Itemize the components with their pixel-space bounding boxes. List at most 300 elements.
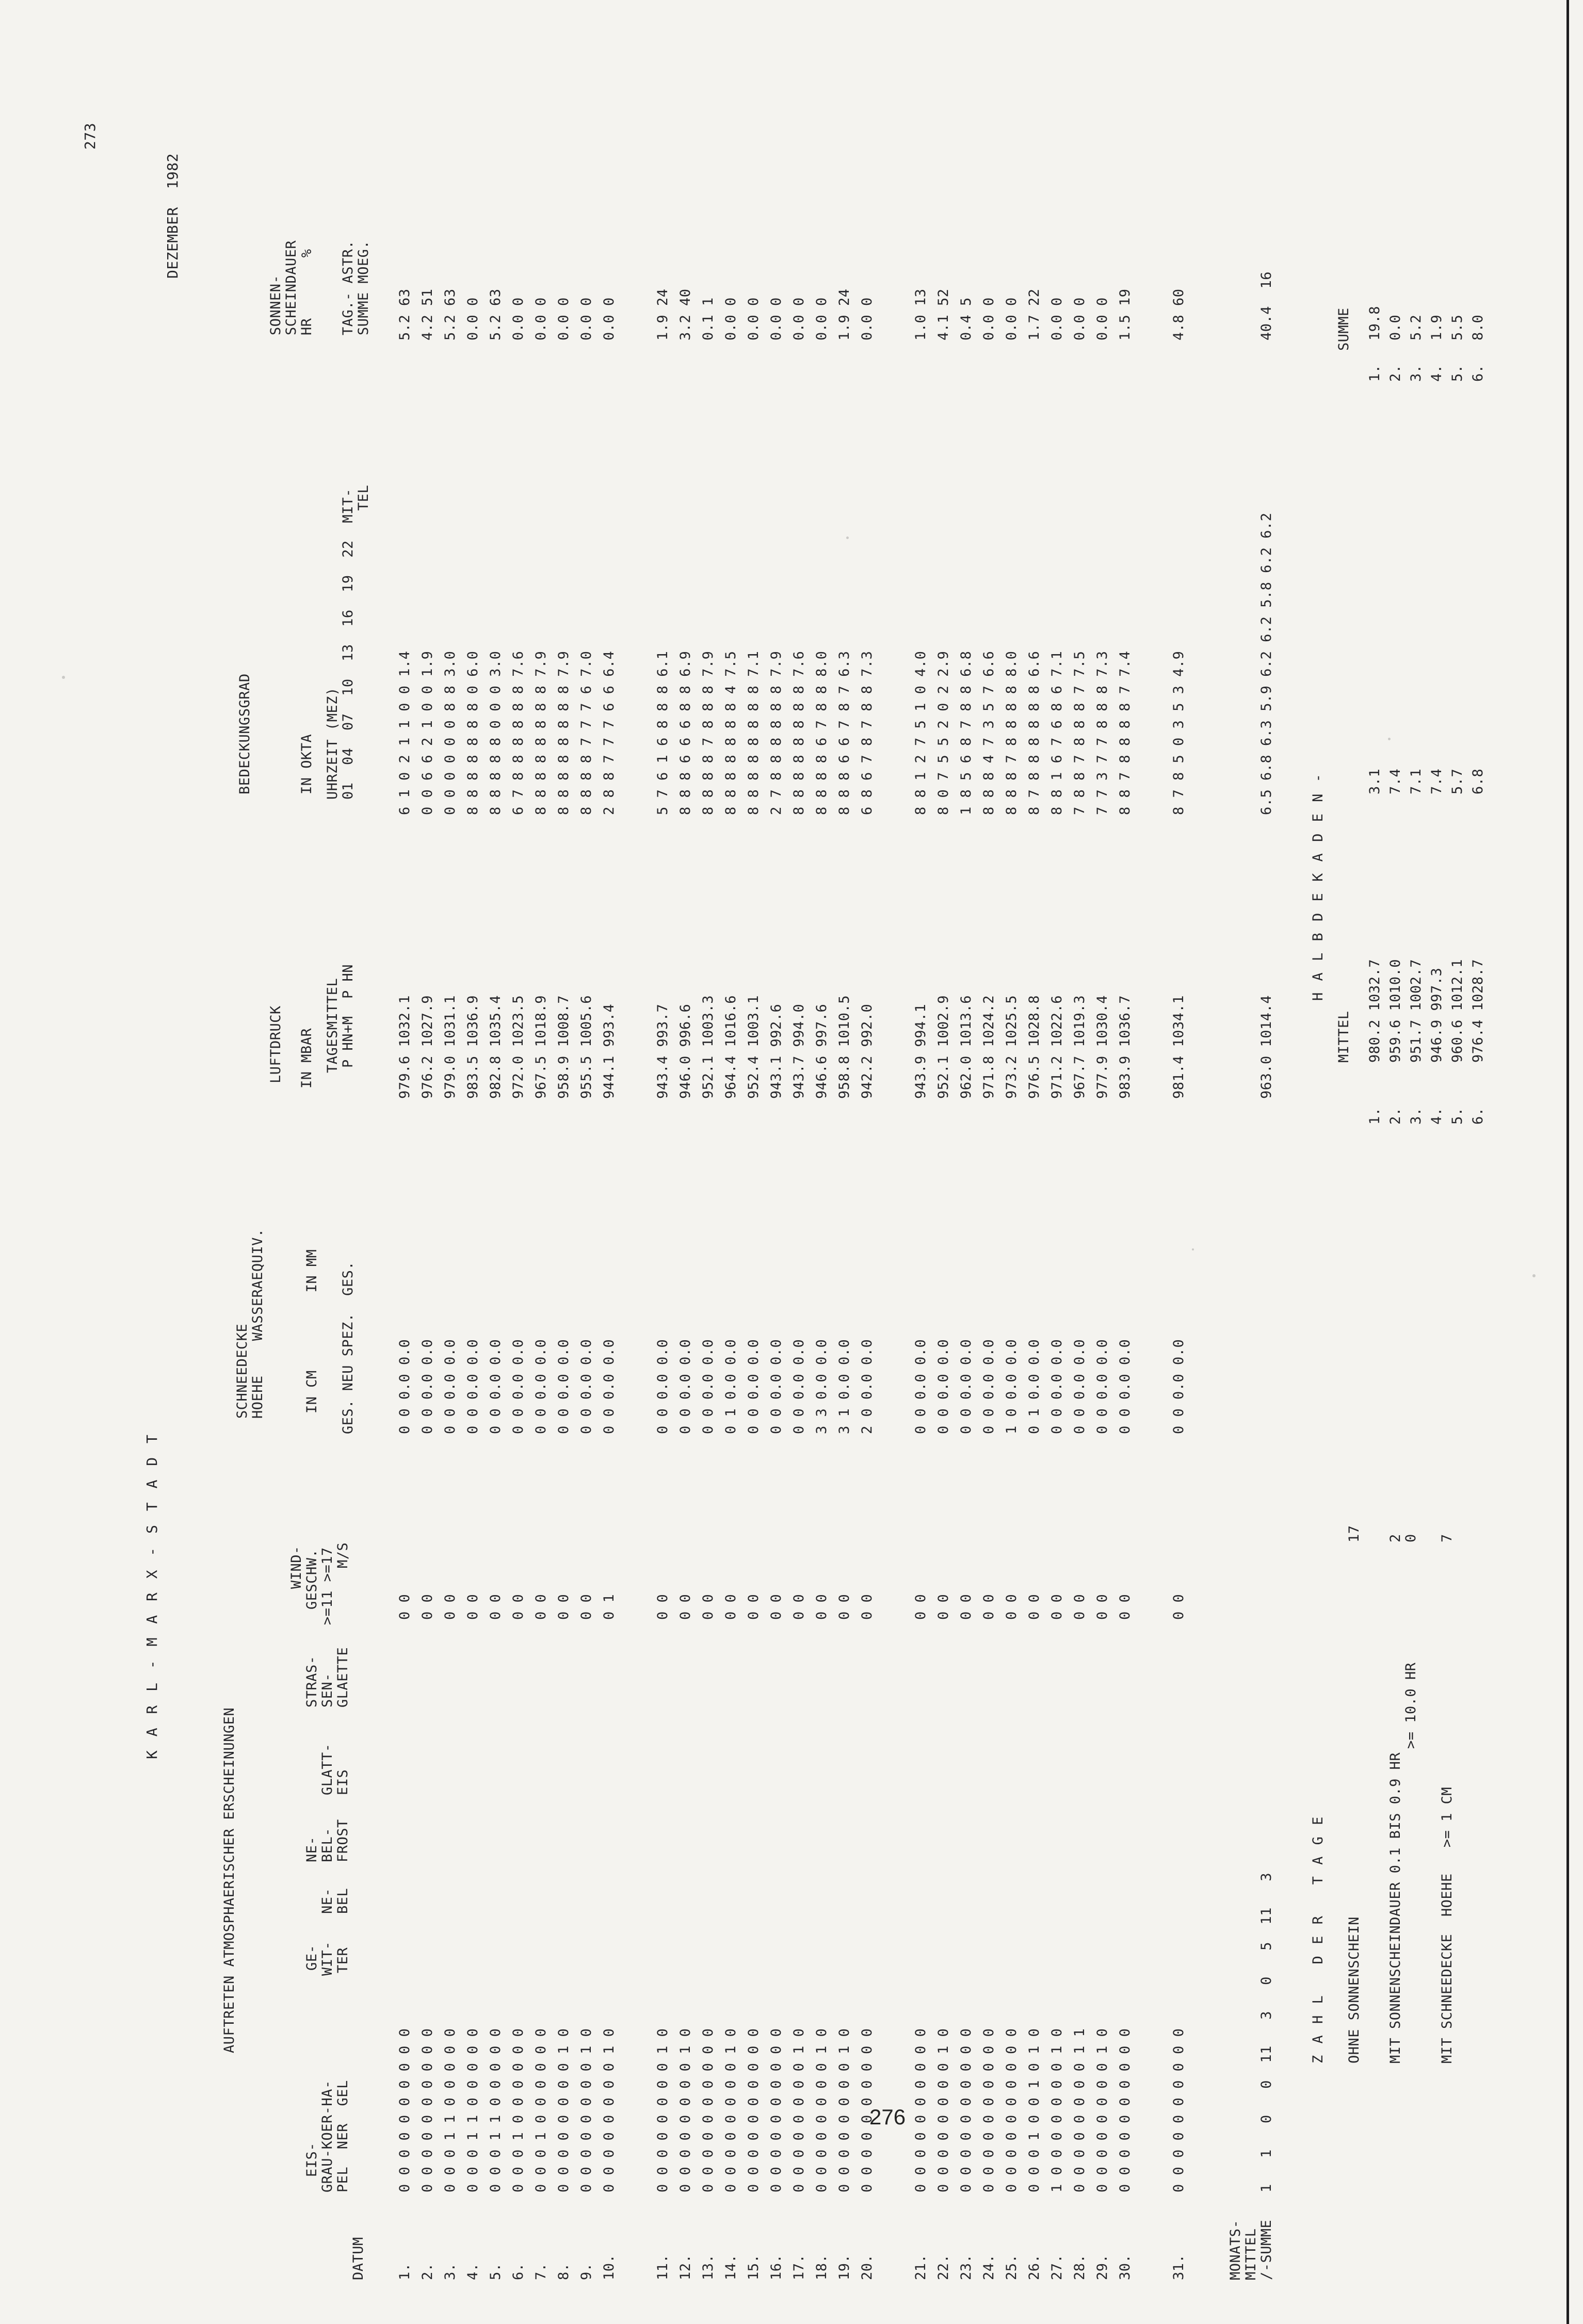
row-cloud: 8 8 8 8 8 8 8 8 7.9: [556, 651, 572, 815]
header-phenomena: AUFTRETEN ATMOSPHAERISCHER ERSCHEINUNGEN: [221, 1707, 237, 2053]
row-pressure: 967.5 1018.9: [533, 995, 549, 1099]
row-phenomena: 0 0 0 0 0 0 0 0 0 0: [981, 2028, 997, 2192]
header-snow2: HOEHE WASSERAEQUIV.: [250, 1228, 266, 1419]
row-phenomena: 0 0 0 0 0 0 0 0 1 0: [578, 2028, 594, 2192]
row-snow: 0 0 0.0 0.0: [1117, 1339, 1133, 1434]
header-cloud1: BEDECKUNGSGRAD: [237, 673, 253, 794]
header-sun4: TAG.- ASTR.: [340, 240, 356, 335]
halb-index: 1.: [1367, 1107, 1383, 1125]
row-cloud: 7 7 3 7 7 8 8 8 7.3: [1094, 651, 1110, 815]
row-pressure: 971.8 1024.2: [981, 995, 997, 1099]
row-wind: 0 0: [814, 1594, 830, 1620]
halb-mittel: MITTEL: [1336, 1011, 1352, 1063]
row-snow: 0 0 0.0 0.0: [488, 1339, 504, 1434]
zahl-mit-sonne: MIT SONNENSCHEINDAUER 0.1 BIS 0.9 HR: [1387, 1752, 1403, 2063]
row-pressure: 981.4 1034.1: [1171, 995, 1187, 1099]
row-date: 29.: [1094, 2254, 1110, 2280]
row-date: 10.: [601, 2254, 617, 2280]
row-snow: 0 0 0.0 0.0: [510, 1339, 526, 1434]
row-phenomena: 0 0 0 0 0 0 0 0 0 0: [1171, 2028, 1187, 2192]
header-press3: TAGESMITTEL: [325, 978, 341, 1073]
halb-index-2: 2.: [1387, 364, 1403, 382]
row-sun: 5.2 63: [442, 288, 458, 340]
row-sun: 3.2 40: [677, 288, 693, 340]
row-wind: 0 0: [1049, 1594, 1065, 1620]
row-date: 31.: [1171, 2254, 1187, 2280]
row-wind: 0 1: [601, 1594, 617, 1620]
row-cloud: 0 0 6 6 2 1 0 0 1.9: [419, 651, 435, 815]
row-cloud: 8 8 1 6 7 6 8 6 7.1: [1049, 651, 1065, 815]
row-cloud: 1 8 5 6 8 7 8 8 6.8: [958, 651, 974, 815]
row-sun: 1.5 19: [1117, 288, 1133, 340]
row-wind: 0 0: [723, 1594, 739, 1620]
header-ne1: NE-: [319, 1888, 335, 1914]
header-frost: FROST: [335, 1819, 351, 1862]
row-snow: 0 1 0.0 0.0: [723, 1339, 739, 1434]
row-date: 22.: [935, 2254, 951, 2280]
row-wind: 0 0: [1094, 1594, 1110, 1620]
row-date: 9.: [578, 2263, 594, 2280]
row-cloud: 6 8 6 7 8 7 8 8 7.3: [859, 651, 875, 815]
row-date: 8.: [556, 2263, 572, 2280]
row-phenomena: 0 0 0 0 0 0 0 0 1 0: [1094, 2028, 1110, 2192]
row-snow: 0 0 0.0 0.0: [1072, 1339, 1088, 1434]
row-wind: 0 0: [510, 1594, 526, 1620]
row-pressure: 946.6 997.6: [814, 1003, 830, 1099]
row-snow: 0 0 0.0 0.0: [578, 1339, 594, 1434]
row-date: 21.: [913, 2254, 929, 2280]
row-date: 30.: [1117, 2254, 1133, 2280]
row-sun: 0.0 0: [981, 297, 997, 340]
row-snow: 0 0 0.0 0.0: [419, 1339, 435, 1434]
summary-phenomena: 1 1 0 0 11 3 0 5 11 3: [1258, 1873, 1274, 2192]
header-sun1: SONNEN-: [268, 274, 284, 335]
row-date: 25.: [1004, 2254, 1020, 2280]
row-sun: 0.0 0: [1072, 297, 1088, 340]
row-phenomena: 0 0 0 1 0 0 0 0 0 0: [510, 2028, 526, 2192]
row-phenomena: 0 0 0 0 0 0 0 0 0 0: [1117, 2028, 1133, 2192]
halb-pressure: 959.6 1010.0: [1387, 958, 1403, 1063]
row-snow: 0 0 0.0 0.0: [1049, 1339, 1065, 1434]
row-pressure: 972.0 1023.5: [510, 995, 526, 1099]
row-cloud: 8 8 8 8 8 8 8 8 7.6: [791, 651, 807, 815]
row-date: 4.: [465, 2263, 481, 2280]
halb-index: 6.: [1470, 1107, 1486, 1125]
row-phenomena: 0 0 0 0 0 0 0 0 1 0: [935, 2028, 951, 2192]
row-sun: 0.0 0: [556, 297, 572, 340]
row-phenomena: 0 0 0 0 0 0 0 0 0 0: [397, 2028, 413, 2192]
scan-speck: [1388, 738, 1391, 740]
row-snow: 0 0 0.0 0.0: [465, 1339, 481, 1434]
halb-index-2: 4.: [1429, 364, 1445, 382]
zahl-mit-sonne-value: 2: [1387, 1534, 1403, 1542]
row-wind: 0 0: [1171, 1594, 1187, 1620]
row-wind: 0 0: [1026, 1594, 1042, 1620]
row-date: 17.: [791, 2254, 807, 2280]
row-wind: 0 0: [935, 1594, 951, 1620]
row-pressure: 944.1 993.4: [601, 1003, 617, 1099]
row-phenomena: 0 0 0 0 0 0 0 0 0 0: [958, 2028, 974, 2192]
zahl-ohne-value: 17: [1346, 1525, 1362, 1542]
row-wind: 0 0: [442, 1594, 458, 1620]
row-sun: 5.2 63: [488, 288, 504, 340]
row-cloud: 8 8 8 8 7 7 7 6 7.0: [578, 651, 594, 815]
row-date: 3.: [442, 2263, 458, 2280]
row-phenomena: 0 0 0 0 0 0 0 0 0 0: [746, 2028, 762, 2192]
row-cloud: 8 8 8 8 7 8 8 8 7.9: [700, 651, 716, 815]
row-cloud: 6 1 0 2 1 1 0 0 1.4: [397, 651, 413, 815]
row-cloud: 8 8 8 8 8 8 8 8 7.1: [746, 651, 762, 815]
row-cloud: 6 7 8 8 8 8 8 8 7.6: [510, 651, 526, 815]
header-ge: GE-: [304, 1944, 320, 1971]
row-snow: 0 0 0.0 0.0: [913, 1339, 929, 1434]
header-cloud3: UHRZEIT (MEZ): [325, 687, 341, 800]
halb-pressure: 951.7 1002.7: [1408, 958, 1424, 1063]
row-sun: 0.4 5: [958, 297, 974, 340]
row-pressure: 976.5 1028.8: [1026, 995, 1042, 1099]
row-sun: 0.0 0: [1049, 297, 1065, 340]
halb-index: 2.: [1387, 1107, 1403, 1125]
row-wind: 0 0: [1004, 1594, 1020, 1620]
header-sun2: SCHEINDAUER: [283, 240, 299, 335]
row-pressure: 982.8 1035.4: [488, 995, 504, 1099]
halb-cloud: 6.8: [1470, 768, 1486, 794]
row-phenomena: 0 0 0 0 0 0 0 0 1 0: [677, 2028, 693, 2192]
row-phenomena: 0 0 0 0 0 0 0 0 1 0: [814, 2028, 830, 2192]
row-sun: 4.1 52: [935, 288, 951, 340]
row-wind: 0 0: [419, 1594, 435, 1620]
row-phenomena: 0 0 0 0 0 0 0 0 1 0: [655, 2028, 671, 2192]
row-pressure: 943.4 993.7: [655, 1003, 671, 1099]
halb-index: 4.: [1429, 1107, 1445, 1125]
row-phenomena: 0 0 0 1 0 0 0 0 0 0: [533, 2028, 549, 2192]
row-pressure: 943.7 994.0: [791, 1003, 807, 1099]
header-sen: SEN-: [319, 1672, 335, 1708]
halb-index: 5.: [1449, 1107, 1465, 1125]
row-phenomena: 0 0 0 0 0 0 0 0 1 0: [836, 2028, 852, 2192]
row-snow: 0 0 0.0 0.0: [397, 1339, 413, 1434]
halb-pressure: 946.9 997.3: [1429, 967, 1445, 1063]
row-pressure: 977.9 1030.4: [1094, 995, 1110, 1099]
header-cloud2: IN OKTA: [299, 734, 315, 794]
row-date: 16.: [768, 2254, 784, 2280]
header-eis2: EIS: [335, 1769, 351, 1795]
row-phenomena: 0 0 0 0 0 0 0 0 0 0: [1004, 2028, 1020, 2192]
row-phenomena: 0 0 0 1 1 0 0 0 0 0: [488, 2028, 504, 2192]
row-snow: 0 0 0.0 0.0: [791, 1339, 807, 1434]
header-wit: WIT-: [319, 1941, 335, 1976]
row-snow: 0 0 0.0 0.0: [746, 1339, 762, 1434]
row-date: 19.: [836, 2254, 852, 2280]
row-wind: 0 0: [1072, 1594, 1088, 1620]
halb-cloud: 7.4: [1387, 768, 1403, 794]
row-wind: 0 0: [488, 1594, 504, 1620]
row-date: 6.: [510, 2263, 526, 2280]
row-snow: 3 1 0.0 0.0: [836, 1339, 852, 1434]
row-pressure: 983.9 1036.7: [1117, 995, 1133, 1099]
halb-pressure: 976.4 1028.7: [1470, 958, 1486, 1063]
halb-sun-sum: 1.9: [1429, 314, 1445, 340]
zahl-ohne: OHNE SONNENSCHEIN: [1346, 1916, 1362, 2063]
row-snow: 3 3 0.0 0.0: [814, 1339, 830, 1434]
row-date: 13.: [700, 2254, 716, 2280]
row-sun: 0.0 0: [1094, 297, 1110, 340]
halb-cloud: 3.1: [1367, 768, 1383, 794]
row-snow: 0 0 0.0 0.0: [533, 1339, 549, 1434]
header-snow1: SCHNEEDECKE: [234, 1323, 250, 1419]
row-phenomena: 0 0 0 0 0 0 0 0 1 0: [723, 2028, 739, 2192]
header-press4: P HN+M P HN: [340, 964, 356, 1068]
row-snow: 0 0 0.0 0.0: [601, 1339, 617, 1434]
row-phenomena: 0 0 0 0 0 0 0 0 0 0: [859, 2028, 875, 2192]
row-cloud: 8 8 8 8 8 0 0 0 3.0: [488, 651, 504, 815]
row-sun: 4.2 51: [419, 288, 435, 340]
row-phenomena: 0 0 0 1 1 0 0 0 0 0: [442, 2028, 458, 2192]
row-sun: 0.0 0: [1004, 297, 1020, 340]
header-wind3: >=11 >=17: [319, 1547, 335, 1625]
row-cloud: 8 8 8 8 6 7 8 8 8.0: [814, 651, 830, 815]
row-sun: 0.0 0: [510, 297, 526, 340]
halb-index-2: 5.: [1449, 364, 1465, 382]
zahl-title: Z A H L D E R T A G E: [1310, 1815, 1326, 2063]
row-snow: 2 0 0.0 0.0: [859, 1339, 875, 1434]
row-cloud: 8 8 8 6 6 7 8 7 6.3: [836, 651, 852, 815]
halb-sun-sum: 5.2: [1408, 314, 1424, 340]
row-snow: 0 0 0.0 0.0: [958, 1339, 974, 1434]
page-edge-line: [1566, 0, 1569, 2324]
row-sun: 1.0 13: [913, 288, 929, 340]
row-pressure: 943.1 992.6: [768, 1003, 784, 1099]
row-phenomena: 0 0 0 0 0 0 0 0 0 0: [913, 2028, 929, 2192]
row-cloud: 8 8 8 6 6 6 8 8 6.9: [677, 651, 693, 815]
row-sun: 0.0 0: [746, 297, 762, 340]
row-sun: 4.8 60: [1171, 288, 1187, 340]
halb-summe: SUMME: [1336, 307, 1352, 351]
row-phenomena: 0 0 0 0 0 0 0 0 0 0: [768, 2028, 784, 2192]
rotated-table: [15, 21, 1512, 2290]
row-cloud: 8 8 7 8 8 8 8 7 7.4: [1117, 651, 1133, 815]
month-title: DEZEMBER 1982: [164, 153, 181, 279]
row-sun: 0.0 0: [791, 297, 807, 340]
header-glatt: GLATT-: [319, 1743, 335, 1795]
header-graupel: GRAU-KOER-HA-: [319, 2080, 335, 2192]
row-sun: 0.0 0: [578, 297, 594, 340]
row-sun: 0.0 0: [723, 297, 739, 340]
header-ter: TER: [335, 1947, 351, 1973]
row-phenomena: 0 0 0 0 0 0 0 0 0 0: [700, 2028, 716, 2192]
row-sun: 0.0 0: [533, 297, 549, 340]
row-pressure: 964.4 1016.6: [723, 995, 739, 1099]
row-wind: 0 0: [958, 1594, 974, 1620]
row-pressure: 976.2 1027.9: [419, 995, 435, 1099]
scan-speck: [846, 537, 849, 539]
zahl-mit-sonne-2: >= 10.0 HR: [1403, 1662, 1419, 1749]
row-phenomena: 0 0 0 0 0 0 0 0 1 0: [556, 2028, 572, 2192]
scan-speck: [1532, 1274, 1536, 1277]
row-wind: 0 0: [465, 1594, 481, 1620]
halb-sun-sum: 0.0: [1387, 314, 1403, 340]
row-pressure: 983.5 1036.9: [465, 995, 481, 1099]
header-stras: STRAS-: [304, 1655, 320, 1708]
row-snow: 0 0 0.0 0.0: [556, 1339, 572, 1434]
row-wind: 0 0: [655, 1594, 671, 1620]
row-sun: 1.9 24: [836, 288, 852, 340]
header-glaette: GLAETTE: [335, 1647, 351, 1708]
row-pressure: 955.5 1005.6: [578, 995, 594, 1099]
row-snow: 0 0 0.0 0.0: [1094, 1339, 1110, 1434]
header-press2: IN MBAR: [299, 1028, 315, 1088]
row-pressure: 943.9 994.1: [913, 1003, 929, 1099]
row-date: 18.: [814, 2254, 830, 2280]
row-date: 24.: [981, 2254, 997, 2280]
row-pressure: 979.0 1031.1: [442, 995, 458, 1099]
halb-cloud: 7.4: [1429, 768, 1445, 794]
row-pressure: 973.2 1025.5: [1004, 995, 1020, 1099]
halb-cloud: 5.7: [1449, 768, 1465, 794]
row-date: 14.: [723, 2254, 739, 2280]
row-wind: 0 0: [700, 1594, 716, 1620]
row-wind: 0 0: [677, 1594, 693, 1620]
row-cloud: 8 0 7 5 5 2 0 2 2.9: [935, 651, 951, 815]
halb-pressure: 960.6 1012.1: [1449, 958, 1465, 1063]
row-snow: 0 0 0.0 0.0: [981, 1339, 997, 1434]
row-phenomena: 0 0 0 0 0 0 0 0 0 0: [419, 2028, 435, 2192]
row-sun: 1.9 24: [655, 288, 671, 340]
row-pressure: 962.0 1013.6: [958, 995, 974, 1099]
row-snow: 0 1 0.0 0.0: [1026, 1339, 1042, 1434]
halb-pressure: 980.2 1032.7: [1367, 958, 1383, 1063]
row-cloud: 8 8 8 8 8 8 8 0 6.0: [465, 651, 481, 815]
page-number-top: 273: [82, 122, 99, 150]
row-snow: 0 0 0.0 0.0: [655, 1339, 671, 1434]
row-wind: 0 0: [981, 1594, 997, 1620]
row-snow: 0 0 0.0 0.0: [442, 1339, 458, 1434]
header-wind1: WIND-: [288, 1546, 304, 1589]
header-press1: LUFTDRUCK: [268, 1005, 284, 1083]
row-cloud: 8 8 8 4 7 3 5 7 6.6: [981, 651, 997, 815]
row-snow: 0 0 0.0 0.0: [768, 1339, 784, 1434]
row-phenomena: 0 0 0 0 0 0 0 0 1 0: [601, 2028, 617, 2192]
halb-index-2: 3.: [1408, 364, 1424, 382]
row-pressure: 971.2 1022.6: [1049, 995, 1065, 1099]
row-wind: 0 0: [913, 1594, 929, 1620]
zahl-mit-schnee: MIT SCHNEEDECKE HOEHE >= 1 CM: [1439, 1786, 1455, 2063]
row-wind: 0 0: [578, 1594, 594, 1620]
row-snow: 0 0 0.0 0.0: [935, 1339, 951, 1434]
summary-sun: 40.4 16: [1258, 271, 1274, 340]
row-snow: 0 0 0.0 0.0: [1171, 1339, 1187, 1434]
row-sun: 1.7 22: [1026, 288, 1042, 340]
header-wind2: GESCHW.: [304, 1549, 320, 1610]
header-pel: PEL NER GEL: [335, 2080, 351, 2192]
row-cloud: 2 8 8 7 7 7 6 6 6.4: [601, 651, 617, 815]
zahl-mit-sonne-2-value: 0: [1403, 1534, 1419, 1542]
row-date: 27.: [1049, 2254, 1065, 2280]
row-cloud: 7 8 8 7 8 8 8 7 7.5: [1072, 651, 1088, 815]
row-cloud: 8 8 8 8 8 8 8 4 7.5: [723, 651, 739, 815]
row-wind: 0 0: [1117, 1594, 1133, 1620]
row-phenomena: 0 0 0 1 1 0 0 0 0 0: [465, 2028, 481, 2192]
row-cloud: 2 7 8 8 8 8 8 8 7.9: [768, 651, 784, 815]
row-sun: 0.0 0: [768, 297, 784, 340]
header-bel: BEL: [335, 1888, 351, 1914]
halb-sun-sum: 8.0: [1470, 314, 1486, 340]
row-snow: 1 0 0.0 0.0: [1004, 1339, 1020, 1434]
row-cloud: 5 7 6 1 6 8 8 8 6.1: [655, 651, 671, 815]
row-date: 7.: [533, 2263, 549, 2280]
halb-sun-sum: 19.8: [1367, 305, 1383, 340]
row-phenomena: 1 0 0 0 0 0 0 0 1 0: [1049, 2028, 1065, 2192]
row-sun: 0.0 0: [814, 297, 830, 340]
row-pressure: 952.1 1003.3: [700, 995, 716, 1099]
row-cloud: 8 8 1 2 7 5 1 0 4.0: [913, 651, 929, 815]
row-wind: 0 0: [836, 1594, 852, 1620]
header-sun5: SUMME MOEG.: [356, 240, 371, 335]
row-date: 23.: [958, 2254, 974, 2280]
halb-sun-sum: 5.5: [1449, 314, 1465, 340]
row-snow: 0 0 0.0 0.0: [677, 1339, 693, 1434]
row-pressure: 942.2 992.0: [859, 1003, 875, 1099]
row-wind: 0 0: [397, 1594, 413, 1620]
row-date: 12.: [677, 2254, 693, 2280]
halb-cloud: 7.1: [1408, 768, 1424, 794]
row-pressure: 979.6 1032.1: [397, 995, 413, 1099]
row-snow: 0 0 0.0 0.0: [700, 1339, 716, 1434]
row-pressure: 967.7 1019.3: [1072, 995, 1088, 1099]
row-wind: 0 0: [556, 1594, 572, 1620]
row-wind: 0 0: [859, 1594, 875, 1620]
row-pressure: 958.9 1008.7: [556, 995, 572, 1099]
summary-cloud: 6.5 6.8 6.3 5.9 6.2 6.2 5.8 6.2 6.2: [1258, 512, 1274, 815]
row-date: 15.: [746, 2254, 762, 2280]
row-sun: 0.1 1: [700, 297, 716, 340]
halb-title: H A L B D E K A D E N -: [1310, 772, 1326, 1001]
row-date: 11.: [655, 2254, 671, 2280]
row-pressure: 952.4 1003.1: [746, 995, 762, 1099]
scan-speck: [62, 676, 65, 679]
row-pressure: 946.0 996.6: [677, 1003, 693, 1099]
header-sun3: HR %: [299, 249, 315, 335]
header-snow3: IN CM IN MM: [304, 1249, 320, 1413]
row-cloud: 8 8 8 8 8 8 8 8 7.9: [533, 651, 549, 815]
row-wind: 0 0: [791, 1594, 807, 1620]
row-date: 1.: [397, 2263, 413, 2280]
header-datum: DATUM: [350, 2237, 366, 2280]
header-cloud4: 01 04 07 10 13 16 19 22 MIT-: [340, 488, 356, 800]
zahl-mit-schnee-value: 7: [1439, 1534, 1455, 1542]
halb-index-2: 1.: [1367, 364, 1383, 382]
row-pressure: 952.1 1002.9: [935, 995, 951, 1099]
row-phenomena: 0 0 0 0 0 0 0 0 1 0: [791, 2028, 807, 2192]
row-cloud: 0 0 0 0 0 0 8 8 3.0: [442, 651, 458, 815]
header-snow4: GES. NEU SPEZ. GES.: [340, 1261, 356, 1434]
halb-index-2: 6.: [1470, 364, 1486, 382]
row-date: 20.: [859, 2254, 875, 2280]
row-sun: 0.0 0: [601, 297, 617, 340]
header-wind4: M/S: [335, 1542, 351, 1568]
row-cloud: 8 7 8 8 8 8 8 8 6.6: [1026, 651, 1042, 815]
row-phenomena: 0 0 0 1 0 0 1 0 1 0: [1026, 2028, 1042, 2192]
header-cloud5: TEL: [356, 484, 371, 511]
row-date: 26.: [1026, 2254, 1042, 2280]
station-title: K A R L - M A R X - S T A D T: [143, 1432, 160, 1759]
row-cloud: 8 8 8 7 8 8 8 8 8.0: [1004, 651, 1020, 815]
row-sun: 5.2 63: [397, 288, 413, 340]
summary-label-1: MONATS-: [1227, 2219, 1243, 2280]
halb-index: 3.: [1408, 1107, 1424, 1125]
row-wind: 0 0: [768, 1594, 784, 1620]
summary-label-2: MITTEL: [1243, 2228, 1259, 2280]
